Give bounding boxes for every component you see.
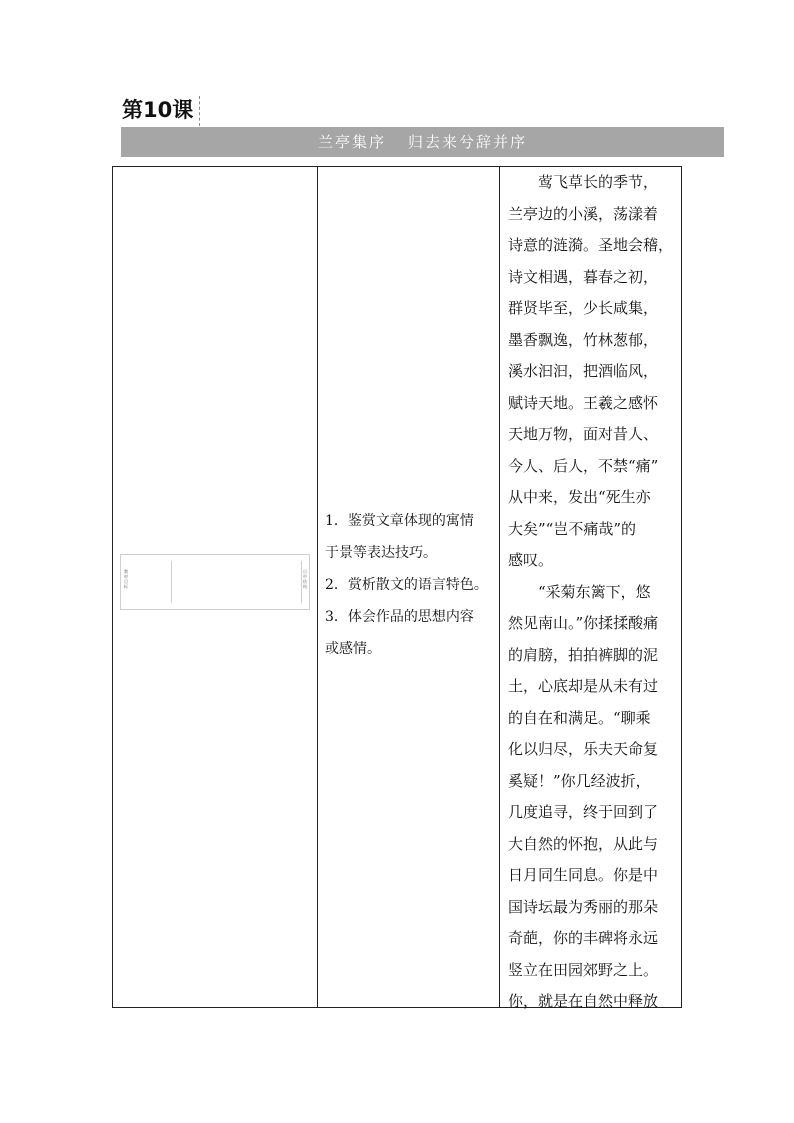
goal-item [325,601,497,665]
passage-line: 奚疑！”你几经波折， [508,771,651,790]
passage-line: 日月同生同息。你是中 [508,866,659,884]
thumbnail-left-text: 教材目标 [124,569,128,589]
passage-line: 兰亭边的小溪，荡漾着 [508,204,659,223]
goal-line: 1．鉴赏文章体现的寓情 [325,513,474,529]
goals-list [325,505,497,665]
passage-line: 群贤毕至，少长咸集， [508,299,659,317]
lesson-title: 第10课 [122,98,194,122]
passage-line: 奇葩，你的丰碑将永远 [508,929,659,947]
goal-line: 于景等表达技巧。 [325,545,437,561]
passage-line: 大矣”“岂不痛哉”的 [508,519,637,538]
goal-line: 3．体会作品的思想内容 [325,609,474,625]
passage-line: 你，就是在自然中释放 [508,992,659,1010]
thumbnail-divider [301,561,302,603]
passage-line: 诗文相遇，暮春之初， [508,267,659,286]
passage-line: 大自然的怀抱，从此与 [508,834,659,853]
passage-line: 化以归尽，乐夫天命复 [508,740,659,758]
passage-line: “采菊东篱下，悠 [538,582,651,601]
banner-title-2: 归去来兮辞并序 [408,133,528,151]
thumbnail-right-text: 日中结构 [303,569,307,589]
table-column-image [113,167,318,1007]
goal-line: 2．赏析散文的语言特色。 [325,577,488,593]
passage-line: 的肩膀，拍拍裤脚的泥 [508,645,659,664]
table-column-goals [318,167,500,1007]
passage-line: 墨香飘逸，竹林葱郁， [508,330,659,349]
passage-line: 的自在和满足。“聊乘 [508,708,651,727]
passage-line: 天地万物，面对昔人、 [508,425,659,443]
passage-line: 莺飞草长的季节， [538,173,659,191]
goal-line: 或感情。 [325,641,381,657]
table-column-passage [500,167,681,1010]
passage-line: 几度追寻，终于回到了 [508,803,659,821]
passage-line: 今人、后人，不禁“痛” [508,456,659,475]
thumbnail-image [120,554,310,610]
passage-line: 竖立在田园郊野之上。 [508,960,659,979]
title-divider [199,96,200,126]
passage-text [508,167,678,1018]
passage-line: 土，心底却是从未有过 [508,677,659,695]
banner-title-1: 兰亭集序 [317,133,386,151]
passage-line: 国诗坛最为秀丽的那朵 [508,897,659,916]
goal-item [325,505,497,569]
passage-line: 赋诗天地。王羲之感怀 [508,393,659,412]
passage-line: 溪水汩汩，把酒临风， [508,362,659,380]
lesson-banner [121,127,724,157]
passage-line: 诗意的涟漪。圣地会稽， [508,236,674,254]
passage-line: 然见南山。”你揉揉酸痛 [508,614,659,632]
goal-item [325,569,497,601]
passage-line: 从中来，发出“死生亦 [508,488,651,506]
lesson-table [112,166,682,1008]
passage-line: 感叹。 [508,551,554,569]
thumbnail-divider [171,561,172,603]
